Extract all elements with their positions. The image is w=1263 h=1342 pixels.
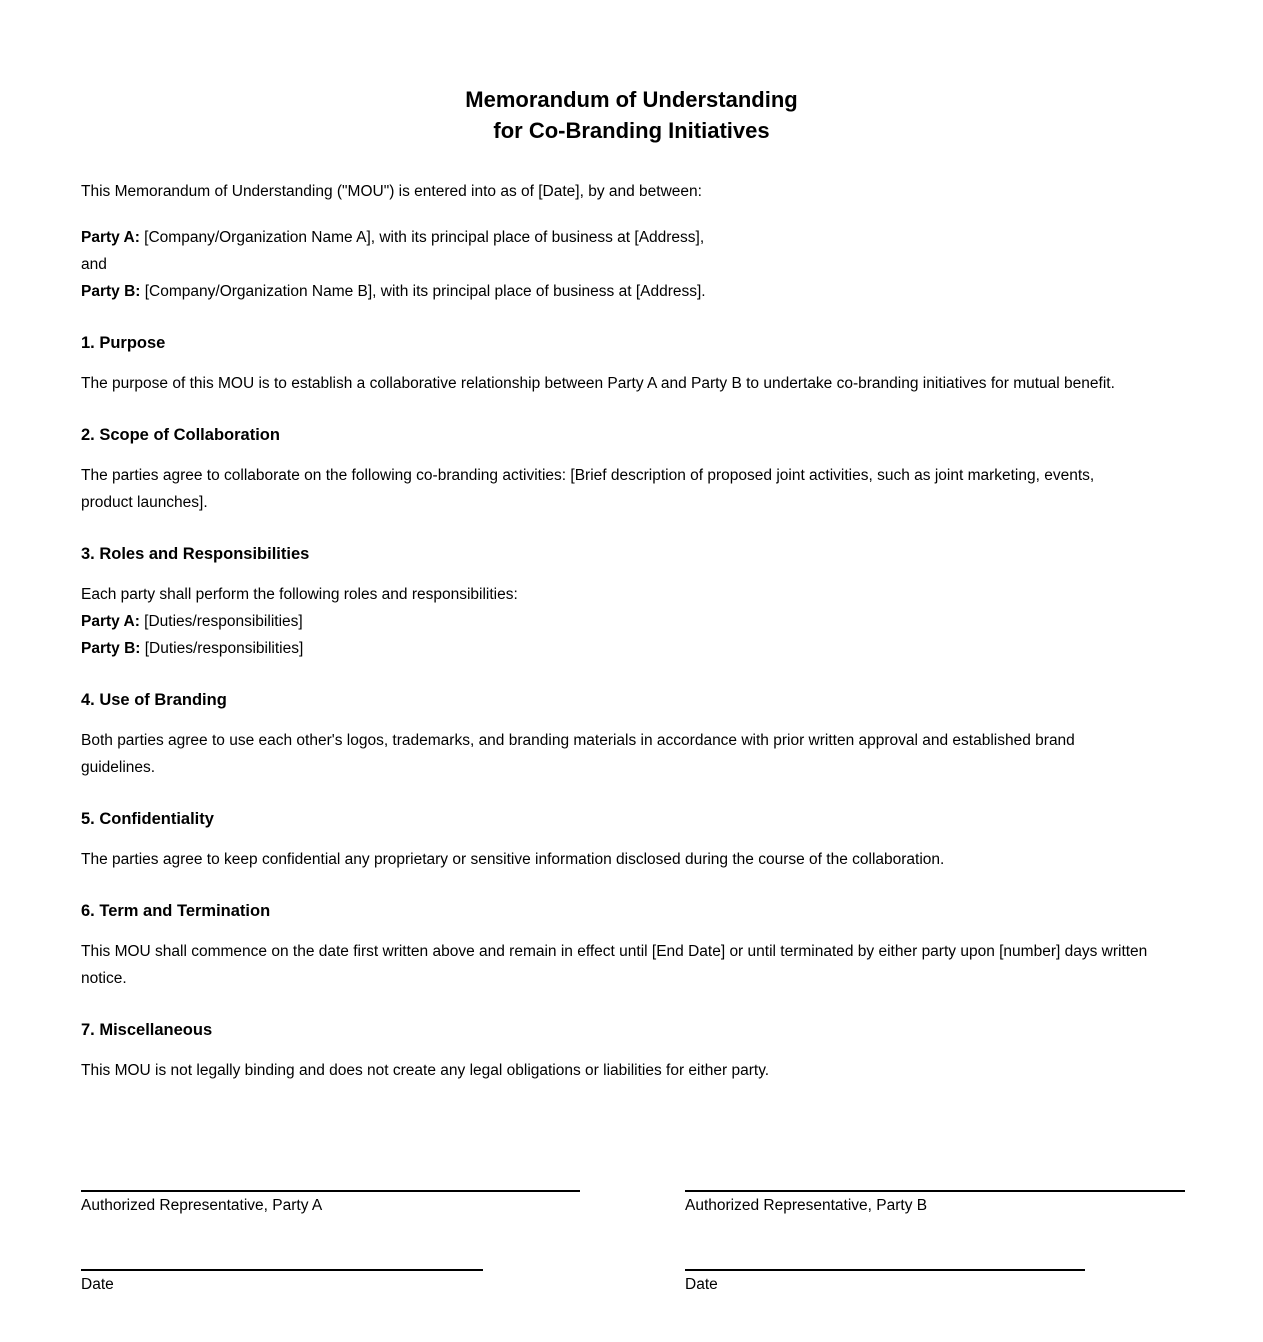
spacer bbox=[81, 830, 1187, 846]
signature-label-party-a: Authorized Representative, Party A bbox=[81, 1197, 323, 1214]
spacer bbox=[81, 535, 1187, 543]
section-heading-branding: 4. Use of Branding bbox=[81, 691, 227, 709]
party-a-text: [Company/Organization Name A], with its principal place of business at [Address], bbox=[144, 229, 705, 246]
roles-party-b-label: Party B: bbox=[81, 640, 141, 657]
roles-party-a-line bbox=[81, 608, 1187, 635]
section-body-roles: Each party shall perform the following roles and responsibilities: bbox=[81, 586, 518, 603]
spacer bbox=[81, 892, 1187, 900]
title-line-1: Memorandum of Understanding bbox=[465, 87, 798, 112]
roles-party-b-line bbox=[81, 635, 1187, 662]
section-body-term: This MOU shall commence on the date first written above and remain in effect until [End Date] or until terminated by either party upon [number] days written notice. bbox=[81, 943, 1148, 987]
section-heading-term: 6. Term and Termination bbox=[81, 902, 271, 920]
date-label-party-a: Date bbox=[81, 1276, 114, 1293]
party-a-intro-line bbox=[81, 224, 741, 251]
spacer bbox=[81, 1041, 1187, 1057]
spacer bbox=[81, 873, 1187, 892]
title-line-2: for Co-Branding Initiatives bbox=[493, 118, 770, 143]
spacer bbox=[81, 324, 1187, 332]
spacer bbox=[81, 416, 1187, 424]
roles-party-b-text: [Duties/responsibilities] bbox=[144, 640, 304, 657]
spacer bbox=[81, 397, 1187, 416]
page-title bbox=[0, 0, 1263, 146]
spacer bbox=[81, 681, 1187, 689]
date-label-party-b: Date bbox=[685, 1276, 718, 1293]
section-heading-confidentiality: 5. Confidentiality bbox=[81, 810, 214, 828]
roles-party-a-text: [Duties/responsibilities] bbox=[144, 613, 303, 630]
date-block-party-b bbox=[685, 1269, 1085, 1295]
spacer bbox=[81, 446, 1187, 462]
spacer bbox=[81, 711, 1187, 727]
section-body-branding: Both parties agree to use each other's logos, trademarks, and branding materials in accordance with prior written approval and established brand guidelines. bbox=[81, 732, 1075, 776]
spacer bbox=[81, 1011, 1187, 1019]
party-b-intro-line bbox=[81, 278, 741, 305]
party-b-text: [Company/Organization Name B], with its principal place of business at [Address]. bbox=[144, 283, 706, 300]
section-heading-roles: 3. Roles and Responsibilities bbox=[81, 545, 310, 563]
intro-paragraph: This Memorandum of Understanding ("MOU") is entered into as of [Date], by and between: bbox=[81, 183, 702, 200]
spacer bbox=[81, 516, 1187, 535]
section-heading-purpose: 1. Purpose bbox=[81, 334, 166, 352]
document-body bbox=[81, 178, 1187, 1084]
date-block-party-a bbox=[81, 1269, 483, 1295]
roles-party-a-label: Party A: bbox=[81, 613, 140, 630]
signature-label-party-b: Authorized Representative, Party B bbox=[685, 1197, 928, 1214]
spacer bbox=[81, 800, 1187, 808]
party-a-label: Party A: bbox=[81, 229, 140, 246]
section-heading-scope: 2. Scope of Collaboration bbox=[81, 426, 280, 444]
spacer bbox=[81, 922, 1187, 938]
section-heading-miscellaneous: 7. Miscellaneous bbox=[81, 1021, 213, 1039]
spacer bbox=[81, 781, 1187, 800]
party-b-label: Party B: bbox=[81, 283, 141, 300]
spacer bbox=[81, 992, 1187, 1011]
spacer bbox=[81, 205, 1187, 224]
spacer bbox=[81, 354, 1187, 370]
spacer bbox=[81, 305, 1187, 324]
section-body-confidentiality: The parties agree to keep confidential any proprietary or sensitive information disclosed during the course of the collaboration. bbox=[81, 851, 945, 868]
spacer bbox=[81, 565, 1187, 581]
section-body-scope: The parties agree to collaborate on the following co-branding activities: [Brief description of proposed joint activities, such as joint marketing, events, product launches]. bbox=[81, 467, 1095, 511]
spacer bbox=[81, 662, 1187, 681]
section-body-miscellaneous: This MOU is not legally binding and does not create any legal obligations or liabilities for either party. bbox=[81, 1062, 770, 1079]
and-line: and bbox=[81, 256, 107, 273]
signature-column-party-a bbox=[81, 1190, 580, 1293]
section-body-purpose: The purpose of this MOU is to establish a collaborative relationship between Party A and Party B to undertake co-branding initiatives for mutual benefit. bbox=[81, 375, 1115, 392]
signature-column-party-b bbox=[685, 1190, 1185, 1293]
